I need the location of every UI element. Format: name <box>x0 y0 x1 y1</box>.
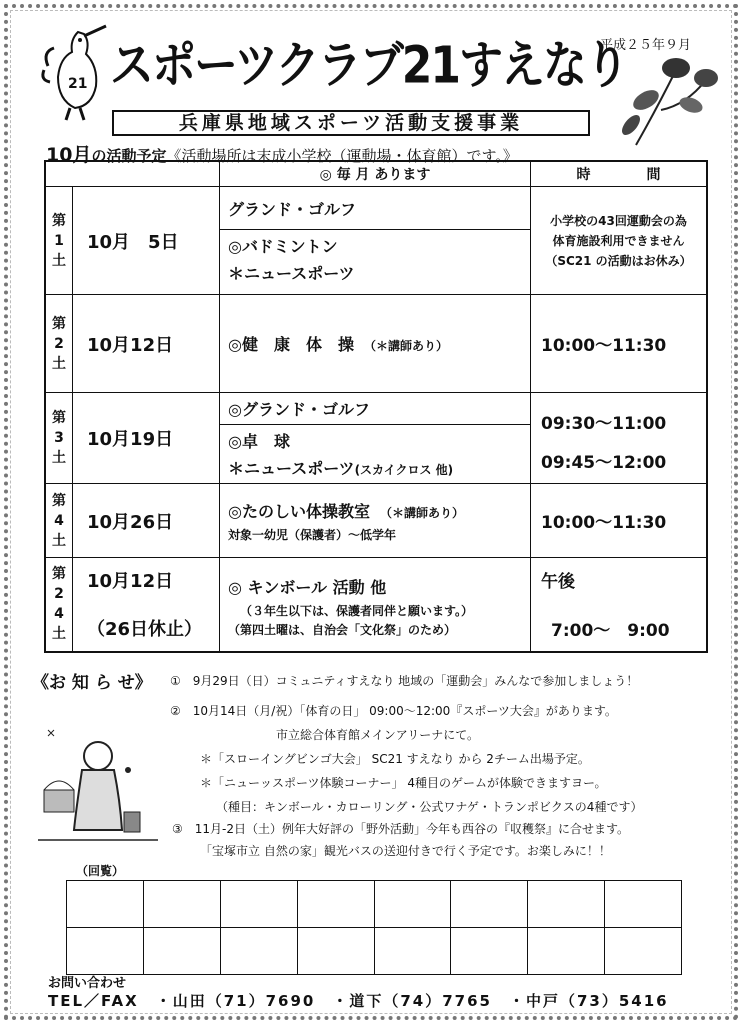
logo-text: 21 <box>68 76 88 92</box>
plan-month: 10月 <box>46 144 92 166</box>
notice-item: ＊「ニューッスポーツ体験コーナー」 4種目のゲームが体験できますヨー。 <box>200 776 607 790</box>
notice-item: （種目：キンボール・カローリング・公式ワナゲ・トランポビクスの4種です） <box>216 800 643 814</box>
notice-item: 「宝塚市立 自然の家」観光バスの送迎付きで行く予定です。お楽しみに！！ <box>200 844 611 858</box>
schedule-row-2 <box>45 295 707 393</box>
activity: ＊ニュースポーツ <box>228 264 355 283</box>
schedule-header-row <box>45 161 707 187</box>
time: 10:00～11:30 <box>531 484 708 558</box>
time: 10:00～11:30 <box>531 295 708 393</box>
issue-date: 平成２５年９月 <box>600 38 692 53</box>
notice-item: ③ 11月-2日（土）例年大好評の「野外活動」今年も西谷の『収穫祭』に合せます。 <box>172 822 630 836</box>
schedule-row-4 <box>45 484 707 558</box>
time: 09:45～12:00 <box>541 453 667 473</box>
schedule-row-1 <box>45 187 707 295</box>
time-note: 体育施設利用できません <box>552 233 685 248</box>
page-title: スポーツクラブ21すえなり <box>110 36 628 96</box>
notice-item: 市立総合体育館メインアリーナにて。 <box>276 728 480 742</box>
notice-item: ① 9月29日（日）コミュニティすえなり 地域の「運動会」みんなで参加しましょう！ <box>170 674 639 688</box>
activity: ◎ キンボール 活動 他 <box>228 577 387 597</box>
time: 7:00～ 9:00 <box>551 621 670 642</box>
date: 10月19日 <box>73 393 220 484</box>
week-label: 第 1 土 <box>45 187 73 295</box>
activity-note: (スカイクロス 他) <box>354 463 454 477</box>
program-subtitle: 兵庫県地域スポーツ活動支援事業 <box>112 110 590 136</box>
date: 10月26日 <box>73 484 220 558</box>
time: 09:30～11:00 <box>541 414 667 434</box>
header-time: 時 間 <box>531 161 708 187</box>
schedule-row-3 <box>45 393 707 484</box>
date: 10月12日 <box>87 571 174 593</box>
schedule-row-5 <box>45 558 707 652</box>
contact-numbers: TEL／FAX ・山田（71）7690 ・道下（74）7765 ・中戸（73）5416 <box>48 992 669 1010</box>
notice-item: ② 10月14日（月/祝）「体育の日」 09:00～12:00『スポーツ大会』があります。 <box>170 704 617 718</box>
time: 午後 <box>541 572 575 593</box>
time-note: （SC21 の活動はお休み） <box>545 253 692 268</box>
activity: ◎卓 球 <box>228 432 290 451</box>
activity-note: （３年生以下は、保護者同伴と願います。） <box>240 603 474 618</box>
activity-note: （＊講師あり） <box>369 339 448 353</box>
bird-mascot-logo <box>40 22 110 122</box>
contact-heading: お問い合わせ <box>48 976 127 991</box>
header-activity: ◎ 毎 月 あります <box>220 161 531 187</box>
plan-text: の活動予定 <box>91 147 167 165</box>
activity: ◎グランド・ゴルフ <box>220 393 530 425</box>
activity: ＊ニュースポーツ <box>228 459 355 478</box>
week-label: 第 4 土 <box>45 484 73 558</box>
notice-item: ＊「スローイングビンゴ大会」 SC21 すえなり から 2チーム出場予定。 <box>200 752 590 766</box>
date: 10月 5日 <box>73 187 220 295</box>
week-label: 第 2 土 <box>45 295 73 393</box>
week-label: 第 3 土 <box>45 393 73 484</box>
activity: ◎バドミントン <box>228 237 338 256</box>
date: 10月12日 <box>73 295 220 393</box>
date-note: （26日休止） <box>87 619 203 641</box>
week-label: 第 2 4 土 <box>45 558 73 652</box>
activity-note: （第四土曜は、自治会「文化祭」のため） <box>228 622 457 637</box>
schedule-table <box>44 160 708 653</box>
picnic-illustration <box>28 700 168 850</box>
circulation-label: （回覧） <box>76 864 125 878</box>
flower-illustration <box>606 50 726 150</box>
plan-note: 《活動場所は末成小学校（運動場・体育館）です。》 <box>166 147 518 165</box>
activity-note: （＊講師あり） <box>385 505 464 520</box>
time-note: 小学校の43回運動会の為 <box>550 213 687 228</box>
activity: グランド・ゴルフ <box>220 193 530 230</box>
activity: ◎たのしい体操教室 <box>228 501 370 521</box>
notice-heading: 《お 知 ら せ》 <box>32 673 152 693</box>
circulation-stamp-grid <box>66 880 682 975</box>
activity-target: 対象一幼児（保護者）～低学年 <box>228 527 397 542</box>
activity: ◎健 康 体 操 <box>228 335 354 354</box>
